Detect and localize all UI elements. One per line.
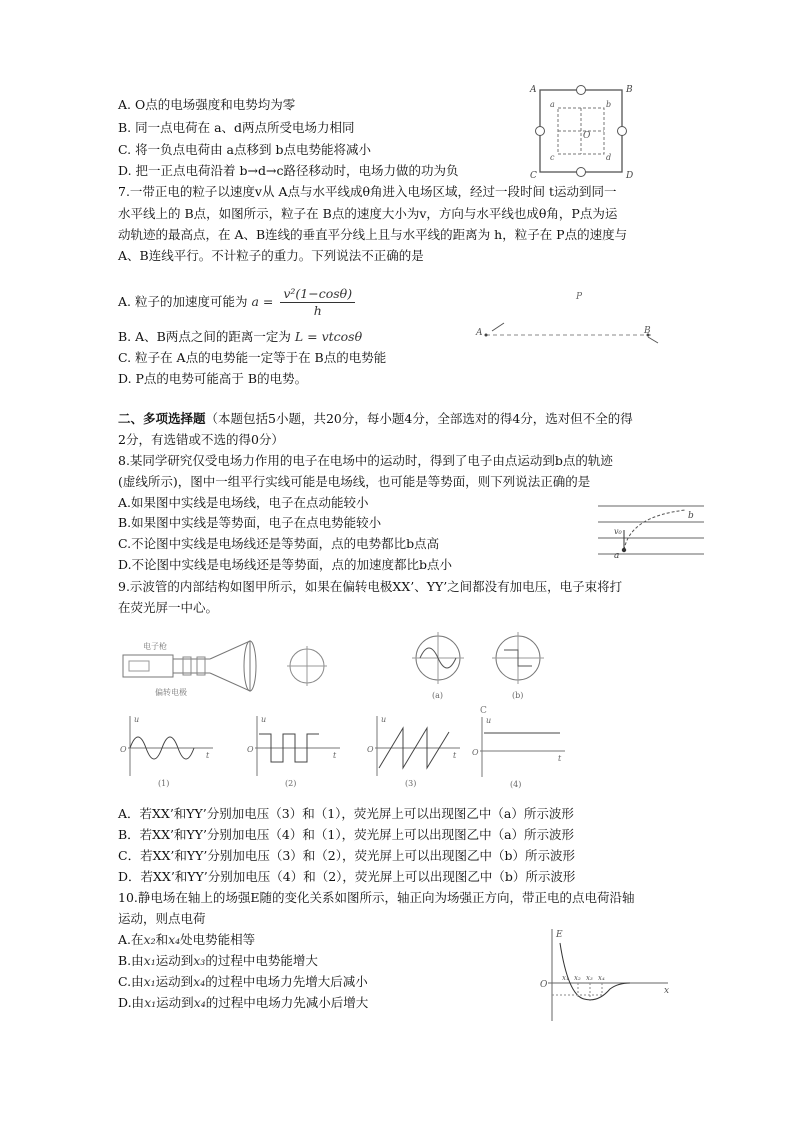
g4-O: O bbox=[472, 748, 479, 757]
g1-cap: (1) bbox=[158, 779, 170, 788]
q7-option-a bbox=[118, 286, 355, 319]
q8-option-d: D.不论图中实线是电场线还是等势面，点的加速度都比b点小 bbox=[118, 557, 453, 572]
label-c: c bbox=[550, 153, 555, 162]
q9-voltage-graph-1 bbox=[118, 712, 218, 792]
q7-formula-b: L = vtcosθ bbox=[294, 329, 363, 344]
label-P: P bbox=[576, 292, 583, 302]
label-D: D bbox=[626, 171, 634, 180]
q10-label-x4: x₄ bbox=[598, 974, 605, 982]
q7-formula-a-denominator: h bbox=[313, 303, 322, 318]
q10-d-p3: 的过程中电场力先减小后增大 bbox=[205, 995, 369, 1010]
q7-stem-3: 动轨迹的最高点，在 A、B连线的垂直平分线上且与水平线的距离为 h，粒子在 P点的速度与 bbox=[118, 227, 628, 242]
q10-option-c bbox=[118, 973, 368, 991]
q10-b-x2: x₃ bbox=[193, 953, 206, 968]
q9-voltage-graph-2 bbox=[245, 712, 345, 792]
q6-option-c: C. 将一负点电荷由 a点移到 b点电势能将减小 bbox=[118, 142, 371, 157]
q7-stem-1: 7.一带正电的粒子以速度v从 A点与水平线成θ角进入电场区域，经过一段时间 t运动到同一 bbox=[118, 184, 617, 199]
q10-c-x2: x₄ bbox=[193, 974, 206, 989]
q7-formula-a-fraction bbox=[280, 286, 355, 319]
g1-O: O bbox=[120, 745, 127, 754]
label-a8: a bbox=[614, 551, 620, 561]
q10-a-p2: 和 bbox=[155, 932, 169, 947]
label-b8: b bbox=[688, 511, 694, 521]
q8-option-a: A.如果图中实线是电场线，电子在点动能较小 bbox=[118, 495, 369, 510]
q10-label-x: x bbox=[664, 986, 670, 996]
label-C: C bbox=[530, 171, 537, 180]
label-deflect: 偏转电极 bbox=[155, 688, 187, 697]
section2-title: 二、多项选择题 bbox=[118, 411, 206, 426]
label-v0: v₀ bbox=[614, 527, 622, 536]
q9-option-a: A．若XX’和YY’分别加电压（3）和（1），荧光屏上可以出现图乙中（a）所示波形 bbox=[118, 806, 574, 821]
label-B7: B bbox=[644, 326, 651, 336]
g3-O: O bbox=[367, 745, 374, 754]
q10-d-p1: D.由 bbox=[118, 995, 145, 1010]
g4-u: u bbox=[486, 716, 492, 725]
section2-desc-1: （本题包括5小题，共20分，每小题4分，全部选对的得4分，选对但不全的得 bbox=[205, 411, 633, 426]
g2-u: u bbox=[261, 715, 267, 724]
q10-b-p3: 的过程中电势能增大 bbox=[205, 953, 318, 968]
q10-stem-1: 10.静电场在轴上的场强E随的变化关系如图所示，轴正向为场强正方向，带正电的点电荷沿轴 bbox=[118, 890, 635, 905]
q6-option-a: A. O点的电场强度和电势均为零 bbox=[118, 97, 296, 112]
q10-label-x2: x₂ bbox=[574, 974, 581, 982]
q10-c-p2: 运动到 bbox=[155, 974, 194, 989]
q8-option-c: C.不论图中实线是电场线还是等势面，点的电势都比b点高 bbox=[118, 536, 440, 551]
q10-c-p3: 的过程中电场力先增大后减小 bbox=[205, 974, 368, 989]
q9-voltage-graph-3 bbox=[365, 712, 465, 792]
q10-label-O: O bbox=[540, 980, 548, 990]
q10-option-d bbox=[118, 994, 368, 1012]
q10-c-p1: C.由 bbox=[118, 974, 144, 989]
q10-d-p2: 运动到 bbox=[156, 995, 194, 1010]
label-O: O bbox=[583, 131, 591, 141]
g2-cap: (2) bbox=[285, 779, 297, 788]
q7-option-d: D. P点的电势可能高于 B的电势。 bbox=[118, 371, 308, 386]
q10-label-x3: x₃ bbox=[586, 974, 593, 982]
q7-stem-4: A、B连线平行。不计粒子的重力。下列说法不正确的是 bbox=[118, 248, 424, 263]
q7-option-a-text: A. 粒子的加速度可能为 bbox=[118, 294, 248, 309]
q10-a-x2: x₄ bbox=[168, 932, 181, 947]
q7-option-b bbox=[118, 328, 362, 346]
label-A: A bbox=[530, 85, 537, 95]
q10-a-x1: x₂ bbox=[143, 932, 156, 947]
q7-option-c: C. 粒子在 A点的电势能一定等于在 B点的电势能 bbox=[118, 350, 387, 365]
q10-a-p3: 处电势能相等 bbox=[180, 932, 256, 947]
g3-t: t bbox=[453, 751, 457, 760]
g3-cap: (3) bbox=[405, 779, 417, 788]
q7-option-b-text: B. A、B两点之间的距离一定为 bbox=[118, 329, 291, 344]
g2-O: O bbox=[247, 745, 254, 754]
g3-u: u bbox=[381, 715, 387, 724]
q8-option-b: B.如果图中实线是等势面，电子在点电势能较小 bbox=[118, 515, 382, 530]
q9-screen-a-figure bbox=[400, 622, 480, 702]
section2-heading bbox=[118, 410, 688, 428]
q9-stem-2: 在荧光屏一中心。 bbox=[118, 600, 219, 615]
g4-cap: (4) bbox=[510, 780, 522, 789]
q10-field-graph bbox=[538, 925, 678, 1025]
q10-c-x1: x₁ bbox=[143, 974, 156, 989]
q10-option-a bbox=[118, 931, 255, 949]
q10-b-p1: B.由 bbox=[118, 953, 144, 968]
label-A7: A bbox=[476, 328, 483, 338]
q9-voltage-graph-4 bbox=[470, 703, 570, 793]
q7-formula-a-lhs: a = bbox=[251, 294, 274, 309]
q9-oscilloscope-figure bbox=[115, 633, 335, 701]
g4-C: C bbox=[480, 706, 487, 716]
q9-screen-b-figure bbox=[480, 622, 560, 702]
g1-u: u bbox=[134, 715, 140, 724]
q10-option-b bbox=[118, 952, 318, 970]
q10-label-x1: x₁ bbox=[562, 974, 569, 982]
label-screen-a: (a) bbox=[432, 691, 444, 700]
q7-formula-a-numerator: v²(1−cosθ) bbox=[280, 286, 355, 303]
q10-b-x1: x₁ bbox=[143, 953, 156, 968]
q10-a-p1: A.在 bbox=[118, 932, 144, 947]
label-d: d bbox=[606, 153, 612, 162]
q6-option-b: B. 同一点电荷在 a、d两点所受电场力相同 bbox=[118, 120, 355, 135]
q9-option-d: D．若XX’和YY’分别加电压（4）和（2），荧光屏上可以出现图乙中（b）所示波形 bbox=[118, 869, 576, 884]
q10-b-p2: 运动到 bbox=[155, 953, 194, 968]
label-B: B bbox=[626, 85, 633, 95]
q9-option-c: C．若XX’和YY’分别加电压（3）和（2），荧光屏上可以出现图乙中（b）所示波形 bbox=[118, 848, 575, 863]
g1-t: t bbox=[206, 751, 210, 760]
q7-stem-2: 水平线上的 B点，如图所示，粒子在 B点的速度大小为v，方向与水平线也成θ角，P点为运 bbox=[118, 206, 618, 221]
q10-d-x2: x₄ bbox=[193, 995, 206, 1010]
q8-stem-2: (虚线所示)，图中一组平行实线可能是电场线，也可能是等势面，则下列说法正确的是 bbox=[118, 474, 591, 489]
q9-stem-1: 9.示波管的内部结构如图甲所示，如果在偏转电极XX’、YY’之间都没有加电压，电子束将打 bbox=[118, 579, 623, 594]
label-gun: 电子枪 bbox=[143, 642, 167, 651]
section2-desc-2: 2分，有选错或不选的得0分） bbox=[118, 432, 284, 447]
q7-trajectory-figure bbox=[470, 285, 670, 355]
label-a: a bbox=[550, 100, 555, 109]
q10-label-E: E bbox=[556, 930, 563, 940]
q10-stem-2: 运动，则点电荷 bbox=[118, 911, 206, 926]
q6-square-figure bbox=[528, 80, 638, 180]
q10-d-x1: x₁ bbox=[144, 995, 157, 1010]
g4-t: t bbox=[558, 754, 562, 763]
q8-stem-1: 8.某同学研究仅受电场力作用的电子在电场中的运动时，得到了电子由点运动到b点的轨迹 bbox=[118, 453, 613, 468]
q8-field-lines-figure bbox=[596, 500, 706, 565]
q6-option-d: D. 把一正点电荷沿着 b→d→c路径移动时，电场力做的功为负 bbox=[118, 163, 459, 178]
q9-option-b: B．若XX’和YY’分别加电压（4）和（1），荧光屏上可以出现图乙中（a）所示波形 bbox=[118, 827, 575, 842]
label-b: b bbox=[606, 100, 612, 109]
g2-t: t bbox=[333, 751, 337, 760]
label-screen-b: (b) bbox=[512, 691, 524, 700]
